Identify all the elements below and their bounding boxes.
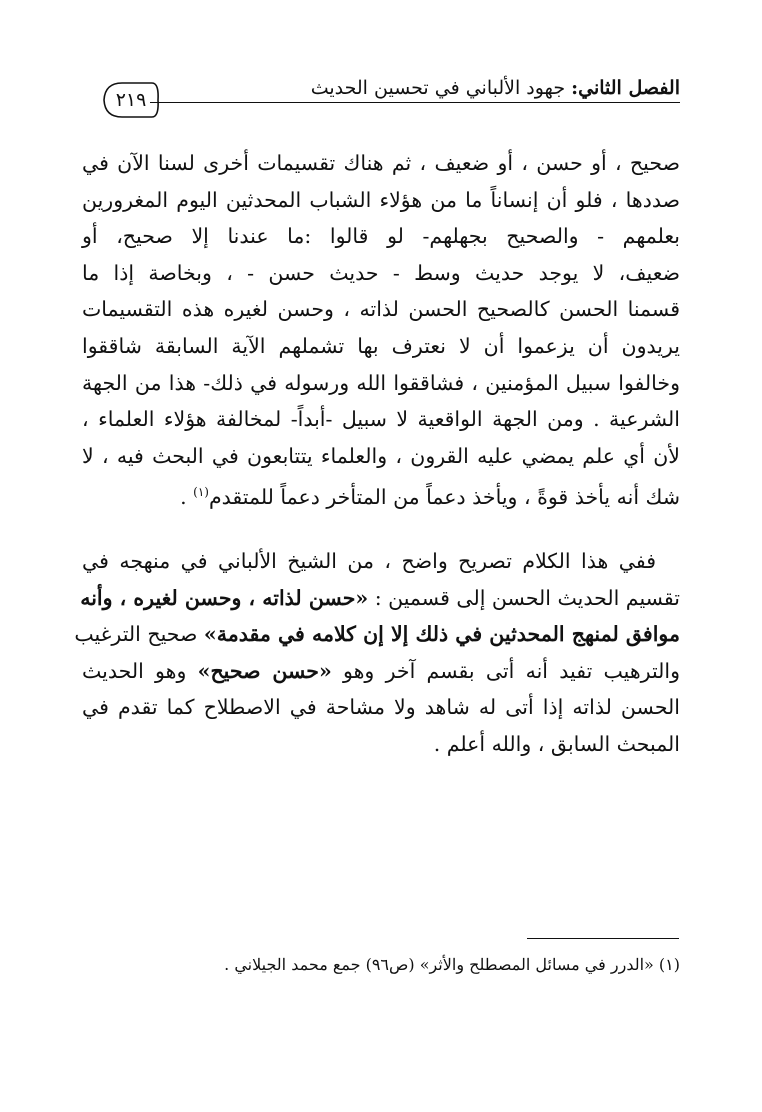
text-line: ضعيف، لا يوجد حديث وسط - حديث حسن - ، وبخاصة إذا ما <box>82 260 680 285</box>
page-number-frame <box>102 80 160 120</box>
text-line-last <box>82 474 680 511</box>
text-line: الحسن لذاته إذا أتى له شاهد ولا مشاحة في الاصطلاح كما تقدم في <box>82 695 680 720</box>
text-line: صحيح ، أو حسن ، أو ضعيف ، ثم هناك تقسيمات أخرى لسنا الآن في <box>82 151 680 175</box>
text-line: قسمنا الحسن كالصحيح الحسن لذاته ، وحسن لغيره هذه التقسيمات <box>82 297 680 322</box>
text-segment: شك أنه يأخذ قوةً ، ويأخذ دعماً من المتأخر دعماً للمتقدم <box>208 485 680 510</box>
text-line <box>82 580 680 617</box>
header-rule <box>150 102 680 103</box>
text-segment: صحيح الترغيب <box>74 622 204 647</box>
text-line <box>74 616 680 653</box>
bold-quote: موافق لمنهج المحدثين في ذلك إلا إن كلامه في مقدمة» <box>203 622 680 647</box>
text-segment: وهو الحديث <box>82 658 198 683</box>
text-line-last: المبحث السابق ، والله أعلم . <box>433 731 680 756</box>
footnote: (١) «الدرر في مسائل المصطلح والأثر» (ص٩٦) جمع محمد الجيلاني . <box>224 955 680 974</box>
text-line: يريدون أن يزعموا أن لا نعترف بها تشملهم الآية السابقة شاققوا <box>82 333 680 358</box>
text-line: الشرعية . ومن الجهة الواقعية لا سبيل -أبداً- لمخالفة هؤلاء العلماء ، <box>82 407 680 432</box>
header-title: جهود الألباني في تحسين الحديث <box>310 77 566 99</box>
running-header <box>311 76 680 100</box>
text-segment: تقسيم الحديث الحسن إلى قسمين : <box>368 585 680 610</box>
text-line: بعلمهم - والصحيح بجهلهم- لو قالوا :ما عندنا إلا صحيح، أو <box>82 224 680 249</box>
bold-quote: «حسن صحيح» <box>197 658 332 683</box>
text-segment: . <box>180 485 194 510</box>
text-line: لأن أي علم يمضي عليه القرون ، والعلماء يتتابعون في البحث فيه ، لا <box>82 443 680 468</box>
page-number: ٢١٩ <box>115 89 147 111</box>
text-line <box>82 653 680 690</box>
paragraph-2 <box>74 543 681 763</box>
bold-quote: «حسن لذاته ، وحسن لغيره ، وأنه <box>80 585 369 610</box>
text-segment: والترهيب تفيد أنه أتى بقسم آخر وهو <box>331 658 681 683</box>
paragraph-1 <box>82 145 680 511</box>
text-line: صددها ، فلو أن إنساناً ما من هؤلاء الشباب المحدثين اليوم المغرورين <box>82 187 680 212</box>
chapter-label: الفصل الثاني: <box>571 77 680 99</box>
text-line: ففي هذا الكلام تصريح واضح ، من الشيخ الألباني في منهجه في <box>82 549 656 573</box>
text-line: وخالفوا سبيل المؤمنين ، فشاققوا الله ورسوله في ذلك- هذا من الجهة <box>82 370 680 395</box>
footnote-reference: (١) <box>193 485 209 500</box>
footnote-rule <box>527 938 679 939</box>
